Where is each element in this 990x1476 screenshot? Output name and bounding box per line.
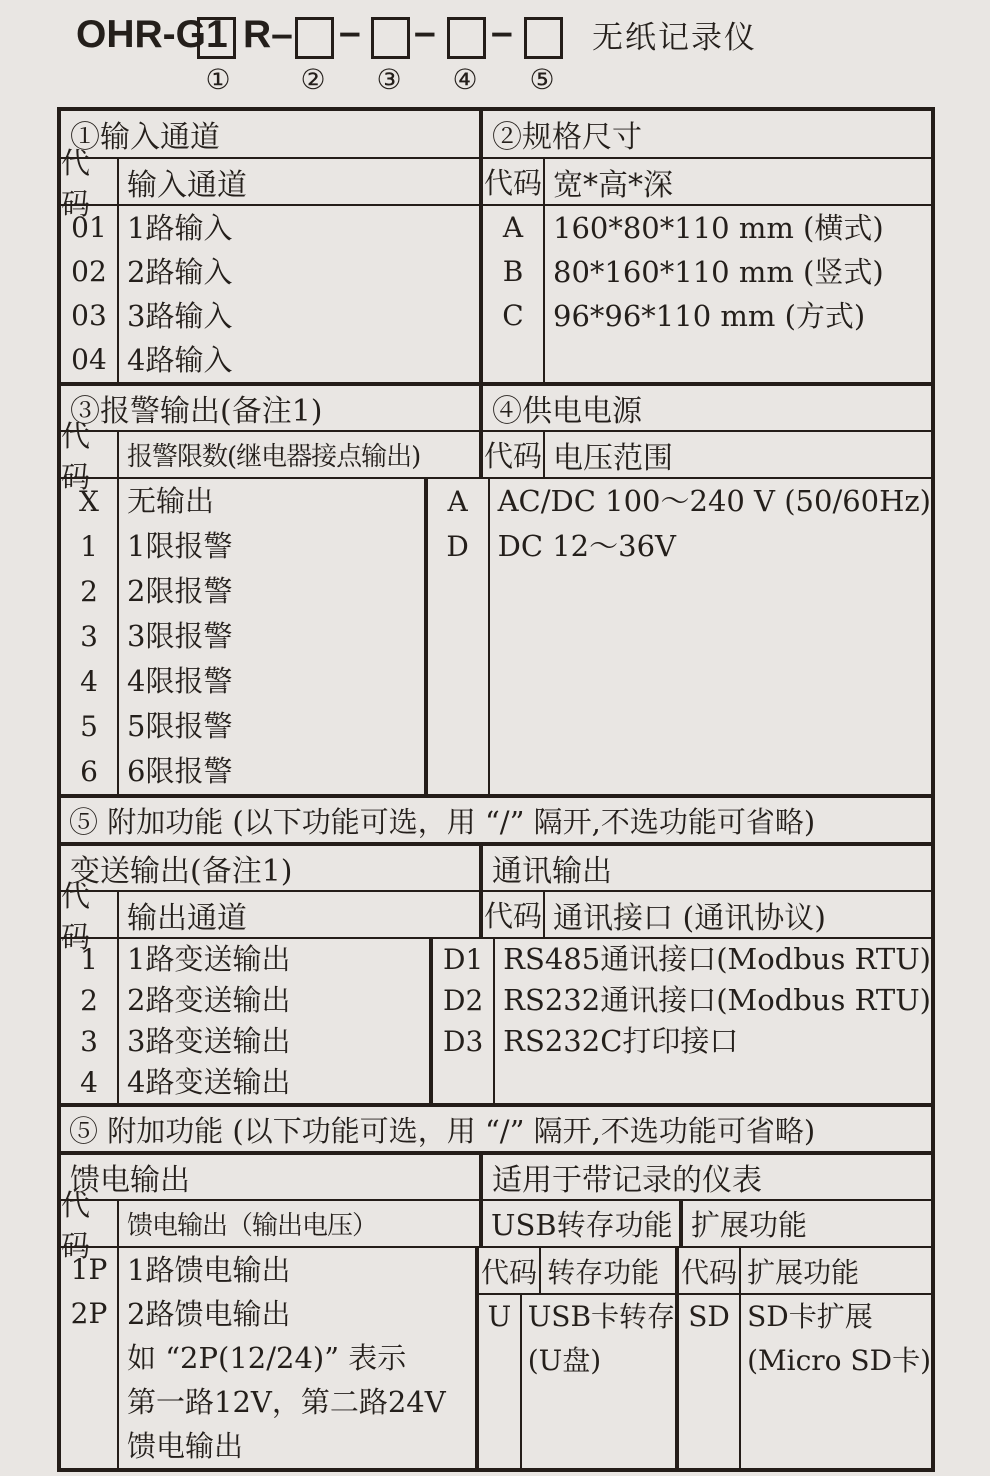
desc-cell: RS232C打印接口 (503, 1024, 739, 1058)
code-cell: 03 (71, 299, 107, 332)
desc-cell: 3路输入 (127, 299, 233, 333)
s7-code-header: 代码 (61, 1201, 119, 1246)
desc-cell: 4路变送输出 (127, 1065, 291, 1099)
code-cell: D (446, 530, 469, 563)
model-segment-r: R– (243, 13, 293, 56)
s1-desc-header: 输入通道 (127, 167, 247, 203)
desc-cell: 4限报警 (127, 664, 233, 698)
code-cell: 01 (71, 211, 107, 244)
model-code-box-1 (197, 17, 236, 59)
code-cell: B (502, 255, 524, 288)
code-cell: 1 (80, 530, 98, 563)
code-cell: 1 (80, 943, 98, 976)
s3-desc-header: 报警限数(继电器接点输出) (127, 442, 421, 472)
code-cell: A (447, 485, 468, 518)
model-code-box-5 (524, 17, 563, 59)
desc-cell: 160*80*110 mm (横式) (553, 211, 884, 245)
desc-cell: SD卡扩展 (747, 1300, 873, 1333)
desc-cell: 2限报警 (127, 574, 233, 608)
desc-cell: 5限报警 (127, 709, 233, 743)
code-cell: 4 (80, 665, 98, 698)
s6-code-header: 代码 (483, 892, 545, 937)
s2-code-header: 代码 (483, 159, 545, 204)
desc-cell: 3限报警 (127, 619, 233, 653)
desc-cell: 2路馈电输出 (127, 1297, 291, 1331)
section-alarm-output-title: ③报警输出(备注1) (70, 394, 323, 429)
note-line: 第一路12V，第二路24V (127, 1385, 446, 1419)
note-line: 如 “2P(12/24)” 表示 (127, 1341, 407, 1375)
desc-cell: 2路变送输出 (127, 983, 291, 1017)
additional-functions-banner-2: ⑤ 附加功能 (以下功能可选，用 “/” 隔开,不选功能可省略) (69, 1113, 816, 1148)
code-cell: 1P (70, 1253, 108, 1286)
position-marker-1: ① (205, 63, 231, 96)
code-cell: SD (688, 1300, 730, 1333)
model-code-box-4 (447, 17, 486, 59)
code-cell: A (502, 211, 524, 244)
code-cell: 4 (80, 1066, 98, 1099)
sd-code-header: 代码 (679, 1248, 741, 1293)
usb-desc-header: 转存功能 (547, 1255, 660, 1289)
model-dash-3: – (414, 11, 436, 54)
model-code-box-2 (295, 17, 334, 59)
desc-cell: 96*96*110 mm (方式) (553, 299, 866, 333)
position-marker-3: ③ (376, 63, 402, 96)
code-cell: 3 (80, 620, 98, 653)
code-cell: C (502, 299, 524, 332)
section-recorder-features-title: 适用于带记录的仪表 (492, 1163, 762, 1198)
s2-desc-header: 宽*高*深 (553, 167, 673, 203)
model-dash-4: – (491, 11, 513, 54)
usb-subtable (479, 1248, 679, 1468)
desc-cell: 3路变送输出 (127, 1024, 291, 1058)
sd-subtable (679, 1248, 931, 1468)
section-input-channel-title: ①输入通道 (70, 120, 220, 155)
code-cell: 02 (71, 255, 107, 288)
model-prefix: OHR-G1 (76, 13, 228, 56)
model-code-header (0, 0, 990, 107)
desc-cell: USB卡转存 (527, 1300, 676, 1333)
code-cell: D1 (443, 943, 484, 976)
usb-code-header: 代码 (479, 1248, 541, 1293)
desc-cell: 80*160*110 mm (竖式) (553, 255, 884, 289)
section-dimensions-title: ②规格尺寸 (492, 120, 642, 155)
s7-desc-header: 馈电输出（输出电压） (127, 1211, 378, 1241)
position-marker-2: ② (300, 63, 326, 96)
additional-functions-banner-1: ⑤ 附加功能 (以下功能可选，用 “/” 隔开,不选功能可省略) (69, 804, 816, 839)
product-name: 无纸记录仪 (592, 20, 757, 56)
code-cell: 2 (80, 984, 98, 1017)
s4-code-header: 代码 (483, 432, 545, 477)
desc-cell: (Micro SD卡) (747, 1344, 931, 1377)
code-cell: D3 (443, 1025, 484, 1058)
desc-cell: 2路输入 (127, 255, 233, 289)
code-cell: 04 (71, 343, 107, 376)
position-marker-5: ⑤ (529, 63, 555, 96)
desc-cell: (U盘) (527, 1344, 602, 1377)
s5-desc-header: 输出通道 (127, 900, 247, 936)
code-cell: 5 (80, 710, 98, 743)
desc-cell: 1限报警 (127, 529, 233, 563)
desc-cell: 1路输入 (127, 211, 233, 245)
desc-cell: RS485通讯接口(Modbus RTU) (503, 942, 931, 976)
desc-cell: 无输出 (127, 484, 215, 518)
code-cell: U (487, 1300, 512, 1333)
code-cell: 3 (80, 1025, 98, 1058)
section-power-supply-title: ④供电电源 (492, 394, 642, 429)
section-feed-output-title: 馈电输出 (70, 1163, 190, 1198)
desc-cell: DC 12～36V (497, 529, 676, 563)
section-transmit-output-title: 变送输出(备注1) (70, 854, 293, 889)
code-cell: 2 (80, 575, 98, 608)
section-comm-output-title: 通讯输出 (492, 854, 612, 889)
desc-cell: 1路馈电输出 (127, 1253, 291, 1287)
model-code-box-3 (371, 17, 410, 59)
ordering-code-table (57, 107, 935, 1472)
sd-subsection-title: 扩展功能 (691, 1208, 808, 1242)
code-cell: D2 (443, 984, 484, 1017)
desc-cell: RS232通讯接口(Modbus RTU) (503, 983, 931, 1017)
s3-code-header: 代码 (61, 432, 119, 477)
s4-desc-header: 电压范围 (553, 440, 673, 476)
model-dash-2: – (339, 11, 361, 54)
position-marker-4: ④ (452, 63, 478, 96)
note-line: 馈电输出 (127, 1429, 244, 1463)
desc-cell: 6限报警 (127, 754, 233, 788)
desc-cell: 1路变送输出 (127, 942, 291, 976)
usb-subsection-title: USB转存功能 (483, 1201, 683, 1246)
desc-cell: 4路输入 (127, 343, 233, 377)
desc-cell: AC/DC 100～240 V (50/60Hz) (497, 484, 931, 518)
code-cell: 2P (70, 1297, 108, 1330)
s5-code-header: 代码 (61, 892, 119, 937)
code-cell: 6 (80, 755, 98, 788)
s6-desc-header: 通讯接口 (通讯协议) (553, 900, 826, 936)
code-cell: X (79, 485, 99, 518)
s1-code-header: 代码 (61, 159, 119, 204)
sd-desc-header: 扩展功能 (747, 1255, 860, 1289)
